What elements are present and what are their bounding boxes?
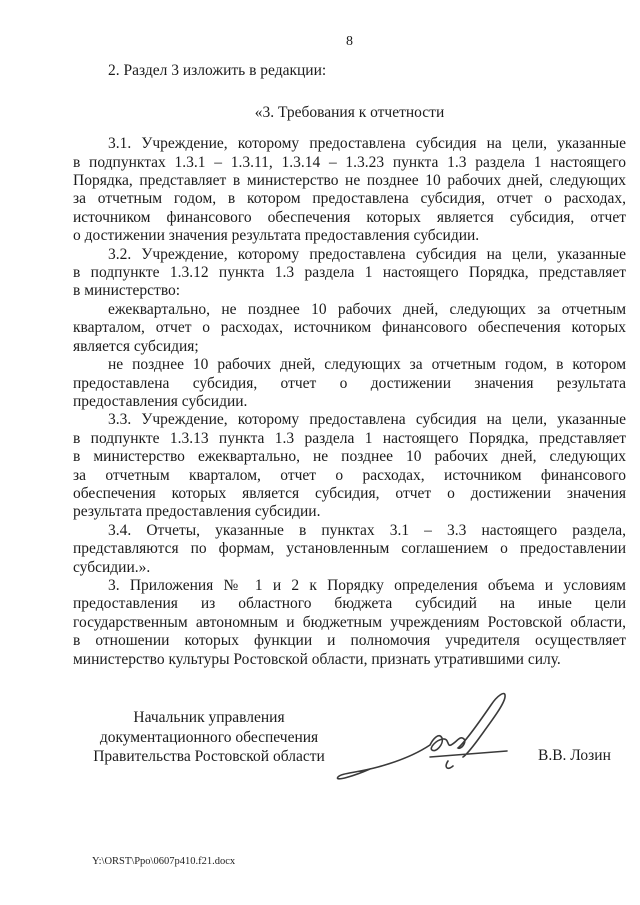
section-heading: «3. Требования к отчетности xyxy=(254,103,445,121)
text-line: 3.4. Отчеты, указанные в пунктах 3.1 – 3.3 настоящего раздела, xyxy=(108,521,626,539)
text-line: 3.2. Учреждение, которому предоставлена субсидия на цели, указанные xyxy=(108,245,626,263)
text-line: в отношении которых функции и полномочия учредителя осуществляет xyxy=(73,632,626,650)
intro-paragraph: 2. Раздел 3 изложить в редакции: xyxy=(108,62,327,80)
paragraph xyxy=(73,522,626,577)
text-line: источником финансового обеспечения которых является субсидия, отчет xyxy=(73,208,626,226)
paragraph xyxy=(73,577,626,669)
signer-name: В.В. Лозин xyxy=(538,747,611,764)
text-line: представляются по формам, установленным соглашением о предоставлении xyxy=(73,540,626,558)
text-line: в подпунктах 1.3.1 – 1.3.11, 1.3.14 – 1.3.23 пункта 1.3 раздела 1 настоящего xyxy=(73,153,626,171)
page-number: 8 xyxy=(346,34,353,49)
text-line: Порядка, представляет в министерство не позднее 10 рабочих дней, следующих xyxy=(73,172,626,190)
signer-title-line: Начальник управления xyxy=(133,709,285,726)
handwritten-signature-icon xyxy=(330,687,525,782)
text-line: является субсидия; xyxy=(73,337,199,355)
text-line: за отчетным годом, в котором предоставлена субсидия, отчет о расходах, xyxy=(73,190,626,208)
text-line: в министерство ежеквартально, не позднее 10 рабочих дней, следующих xyxy=(73,448,626,466)
signer-title-block xyxy=(88,708,330,767)
text-line: ежеквартально, не позднее 10 рабочих дней, следующих за отчетным xyxy=(108,300,626,318)
paragraph xyxy=(73,246,626,301)
text-line: предоставлена субсидия, отчет о достижении значения результата xyxy=(73,374,626,392)
paragraph xyxy=(73,356,626,411)
text-line: субсидии.». xyxy=(73,558,151,576)
text-line: обеспечения которых является субсидия, отчет о достижении значения xyxy=(73,484,626,502)
signer-title-line: документационного обеспечения xyxy=(99,728,319,746)
document-body xyxy=(73,135,626,669)
text-line: в министерство: xyxy=(73,282,181,300)
text-line: 3.1. Учреждение, которому предоставлена субсидия на цели, указанные xyxy=(108,135,626,153)
paragraph xyxy=(73,301,626,356)
text-line: кварталом, отчет о расходах, источником финансового обеспечения которых xyxy=(73,319,626,337)
text-line: о достижении значения результата предоставления субсидии. xyxy=(73,227,480,245)
text-line: 3.3. Учреждение, которому предоставлена субсидия на цели, указанные xyxy=(108,411,626,429)
text-line: государственным автономным и бюджетным учреждениям Ростовской области, xyxy=(73,613,626,631)
text-line: результата предоставления субсидии. xyxy=(73,503,321,521)
signer-title-line: Правительства Ростовской области xyxy=(93,748,325,765)
text-line: за отчетным кварталом, отчет о расходах, источником финансового xyxy=(73,466,626,484)
text-line: в подпункте 1.3.13 пункта 1.3 раздела 1 настоящего Порядка, представляет xyxy=(73,429,626,447)
text-line: в подпункте 1.3.12 пункта 1.3 раздела 1 настоящего Порядка, представляет xyxy=(73,264,626,282)
paragraph xyxy=(73,135,626,245)
text-line: предоставления субсидии. xyxy=(73,392,248,410)
text-line: 3. Приложения № 1 и 2 к Порядку определения объема и условиям xyxy=(108,576,626,594)
text-line: предоставления из областного бюджета субсидий на иные цели xyxy=(73,595,626,613)
paragraph xyxy=(73,411,626,521)
text-line: не позднее 10 рабочих дней, следующих за отчетным годом, в котором xyxy=(108,356,626,374)
text-line: министерство культуры Ростовской области, признать утратившими силу. xyxy=(73,650,561,668)
file-path: Y:\ORST\Ppo\0607p410.f21.docx xyxy=(92,856,236,867)
